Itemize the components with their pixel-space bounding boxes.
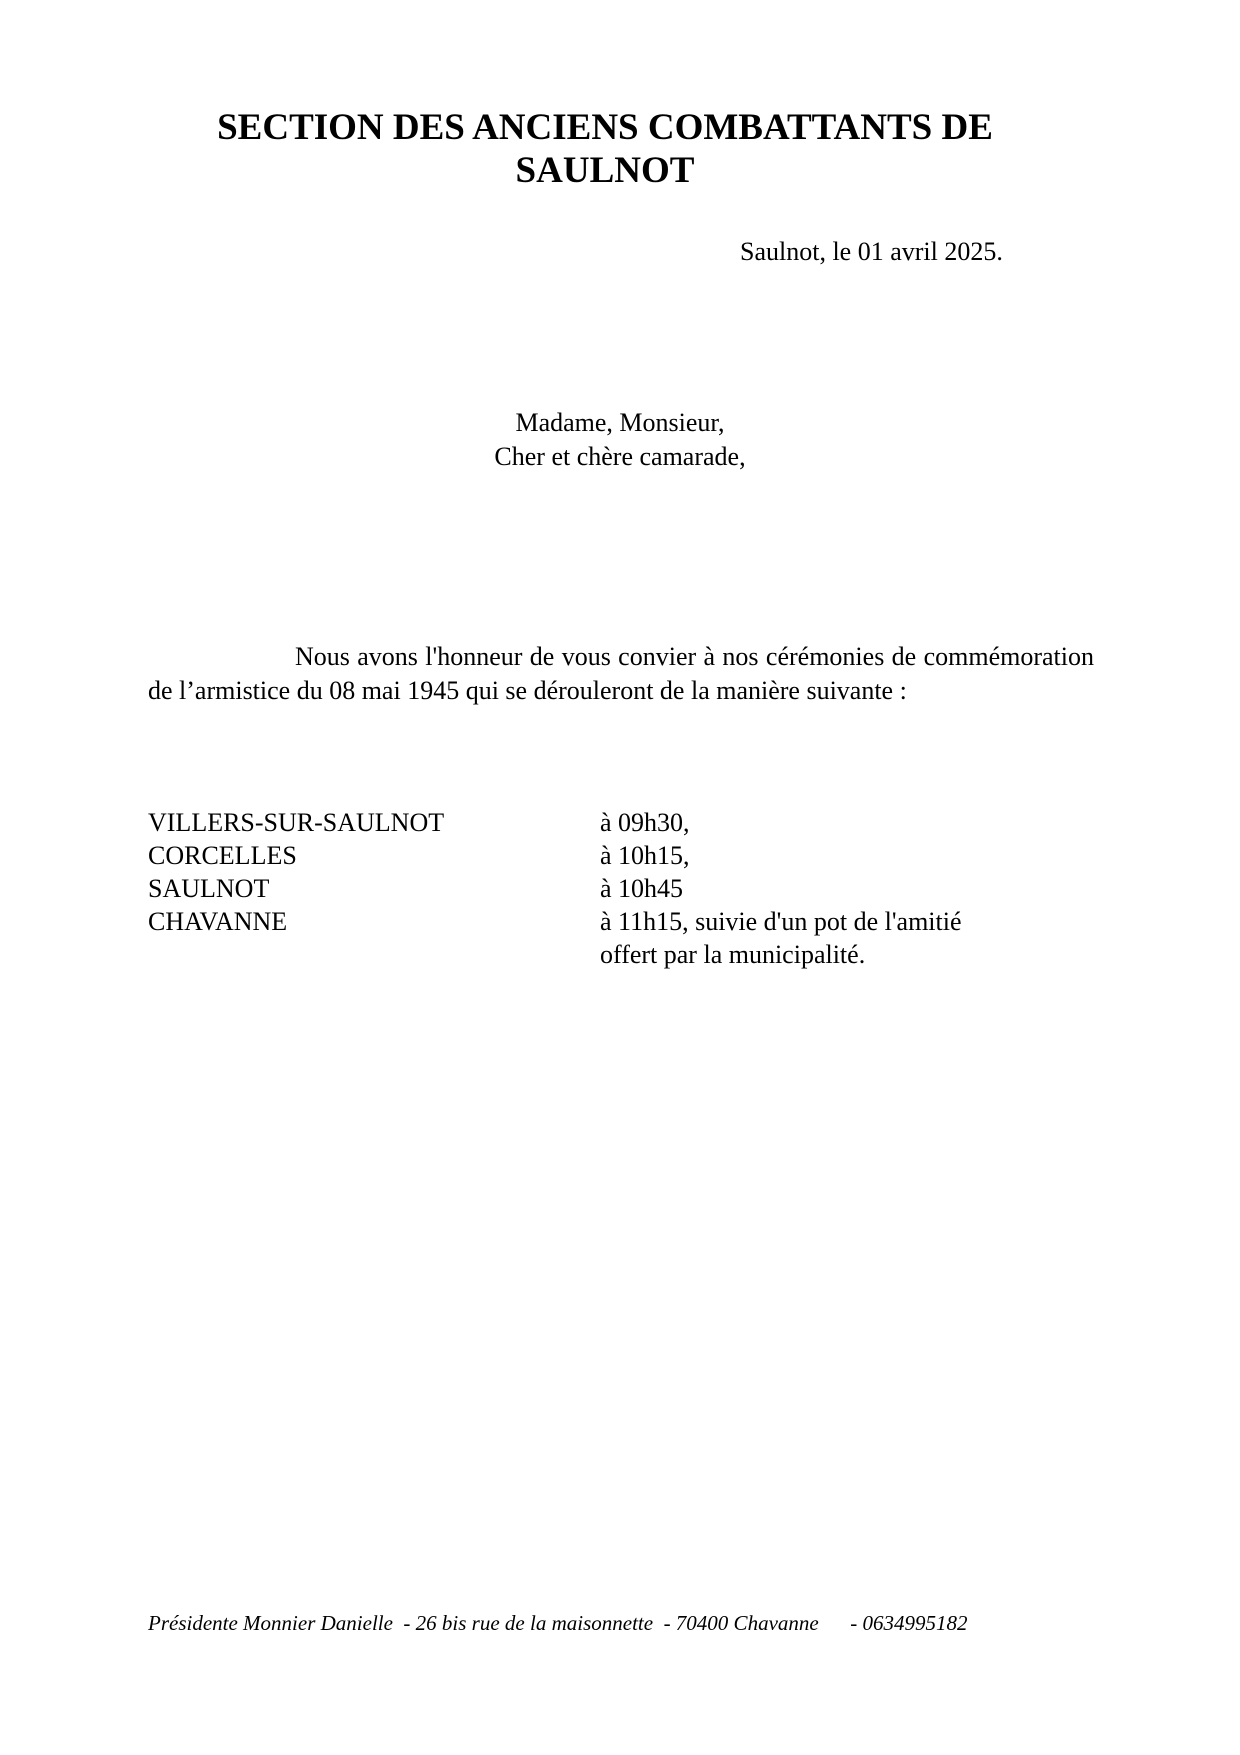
schedule-place: VILLERS-SUR-SAULNOT [148,808,445,837]
schedule-place-empty [148,938,600,971]
schedule-place: CORCELLES [148,841,297,870]
schedule-continuation: offert par la municipalité. [600,940,866,969]
invitation-paragraph: Nous avons l'honneur de vous convier à nos cérémonies de commémoration de l’armistice du 08 mai 1945 qui se dérouleront de la manière suivante : [148,642,1094,705]
schedule-time: à 09h30, [600,808,690,837]
title-line-1: SECTION DES ANCIENS COMBATTANTS DE [217,107,993,148]
document-title [180,106,1030,192]
schedule-row [148,839,1048,872]
schedule-time: à 10h45 [600,874,684,903]
salutation-line-2: Cher et chère camarade, [494,442,746,471]
footer-contact: Présidente Monnier Danielle - 26 bis rue de la maisonnette - 70400 Chavanne - 0634995182 [148,1611,968,1635]
title-line-2: SAULNOT [515,150,695,191]
schedule-row [148,905,1048,938]
salutation [400,406,840,474]
ceremony-schedule [148,806,1048,971]
schedule-time: à 11h15, suivie d'un pot de l'amitié [600,907,962,936]
schedule-row [148,806,1048,839]
schedule-row [148,872,1048,905]
schedule-place: CHAVANNE [148,907,288,936]
date-line: Saulnot, le 01 avril 2025. [740,237,1003,266]
salutation-line-1: Madame, Monsieur, [515,408,725,437]
schedule-place: SAULNOT [148,874,270,903]
schedule-row-continuation [148,938,1048,971]
schedule-time: à 10h15, [600,841,690,870]
